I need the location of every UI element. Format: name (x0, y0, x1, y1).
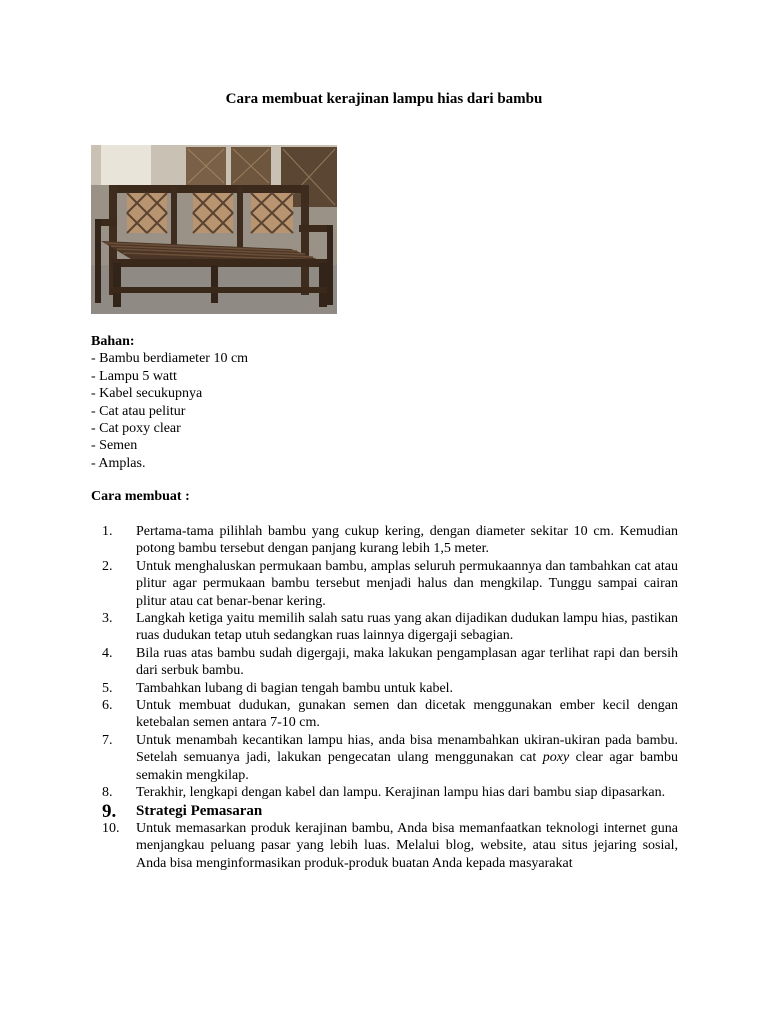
step-text-italic: poxy (542, 750, 570, 766)
step-number: 3. (102, 611, 113, 627)
step-number: 2. (102, 558, 113, 574)
materials-section (91, 333, 691, 472)
material-item: - Cat poxy clear (91, 421, 181, 437)
step-item (102, 645, 678, 680)
step-item (102, 732, 678, 784)
step-number: 6. (102, 698, 113, 714)
material-item: - Cat atau pelitur (91, 403, 186, 419)
material-item: - Kabel secukupnya (91, 386, 203, 402)
step-text: Untuk menghaluskan permukaan bambu, amplas seluruh permukaannya dan tambahkan cat atau plitur agar permukaan bambu tersebut menjadi halus dan mengkilap. Tunggu sampai cairan plitur atau cat benar-benar kering. (136, 558, 678, 609)
document-title: Cara membuat kerajinan lampu hias dari bambu (225, 91, 543, 107)
step-text: Untuk membuat dudukan, gunakan semen dan dicetak menggunakan ember kecil dengan ketebalan semen antara 7-10 cm. (136, 698, 678, 731)
step-text-part: clear agar bambu semakin mengkilap. (136, 750, 678, 783)
step-text: Bila ruas atas bambu sudah digergaji, maka lakukan pengamplasan agar terlihat rapi dan bersih dari serbuk bambu. (136, 645, 678, 679)
material-item: - Bambu berdiameter 10 cm (91, 351, 249, 367)
step-text: Langkah ketiga yaitu memilih salah satu ruas yang akan dijadikan dudukan lampu hias, pastikan ruas dudukan tetap utuh sedangkan ruas lainnya digergaji sebagian. (136, 611, 678, 644)
step-text (136, 732, 678, 784)
section-heading-marketing: Strategi Pemasaran (136, 802, 263, 819)
step-number: 5. (102, 680, 113, 696)
steps-heading: Cara membuat : (91, 489, 190, 504)
step-number: 4. (102, 645, 113, 661)
step-item (102, 523, 678, 558)
material-item: - Lampu 5 watt (91, 368, 177, 384)
step-item (102, 784, 678, 801)
material-item: - Amplas. (91, 455, 146, 471)
step-number: 8. (102, 785, 113, 801)
step-item (102, 820, 678, 872)
step-item (102, 610, 678, 645)
step-text: Untuk memasarkan produk kerajinan bambu, Anda bisa memanfaatkan teknologi internet guna menjangkau peluang pasar yang lebih luas. Melalui blog, website, atau situs jejaring sosial, Anda bisa menginformasikan produk-produk buatan Anda kepada masyarakat (136, 820, 678, 871)
bamboo-bench-photo (91, 145, 337, 314)
step-number: 9. (102, 800, 117, 822)
step-text: Tambahkan lubang di bagian tengah bambu untuk kabel. (136, 680, 454, 696)
step-item (102, 800, 678, 822)
materials-heading: Bahan: (91, 334, 135, 349)
step-text: Pertama-tama pilihlah bambu yang cukup kering, dengan diameter sekitar 10 cm. Kemudian potong bambu tersebut dengan panjang kurang lebih 1,5 meter. (136, 524, 678, 557)
material-item: - Semen (91, 438, 138, 454)
step-number: 7. (102, 732, 113, 748)
steps-list (102, 523, 678, 872)
step-item (102, 697, 678, 732)
step-number: 1. (102, 524, 113, 539)
step-item (102, 558, 678, 610)
step-number: 10. (102, 820, 120, 836)
step-text: Terakhir, lengkapi dengan kabel dan lampu. Kerajinan lampu hias dari bambu siap dipasarkan. (136, 785, 666, 801)
step-item (102, 680, 678, 697)
step-text-part: Untuk menambah kecantikan lampu hias, anda bisa menambahkan ukiran-ukiran pada bambu. Setelah semuanya jadi, lakukan pengecatan ulang menggunakan cat (136, 732, 678, 766)
